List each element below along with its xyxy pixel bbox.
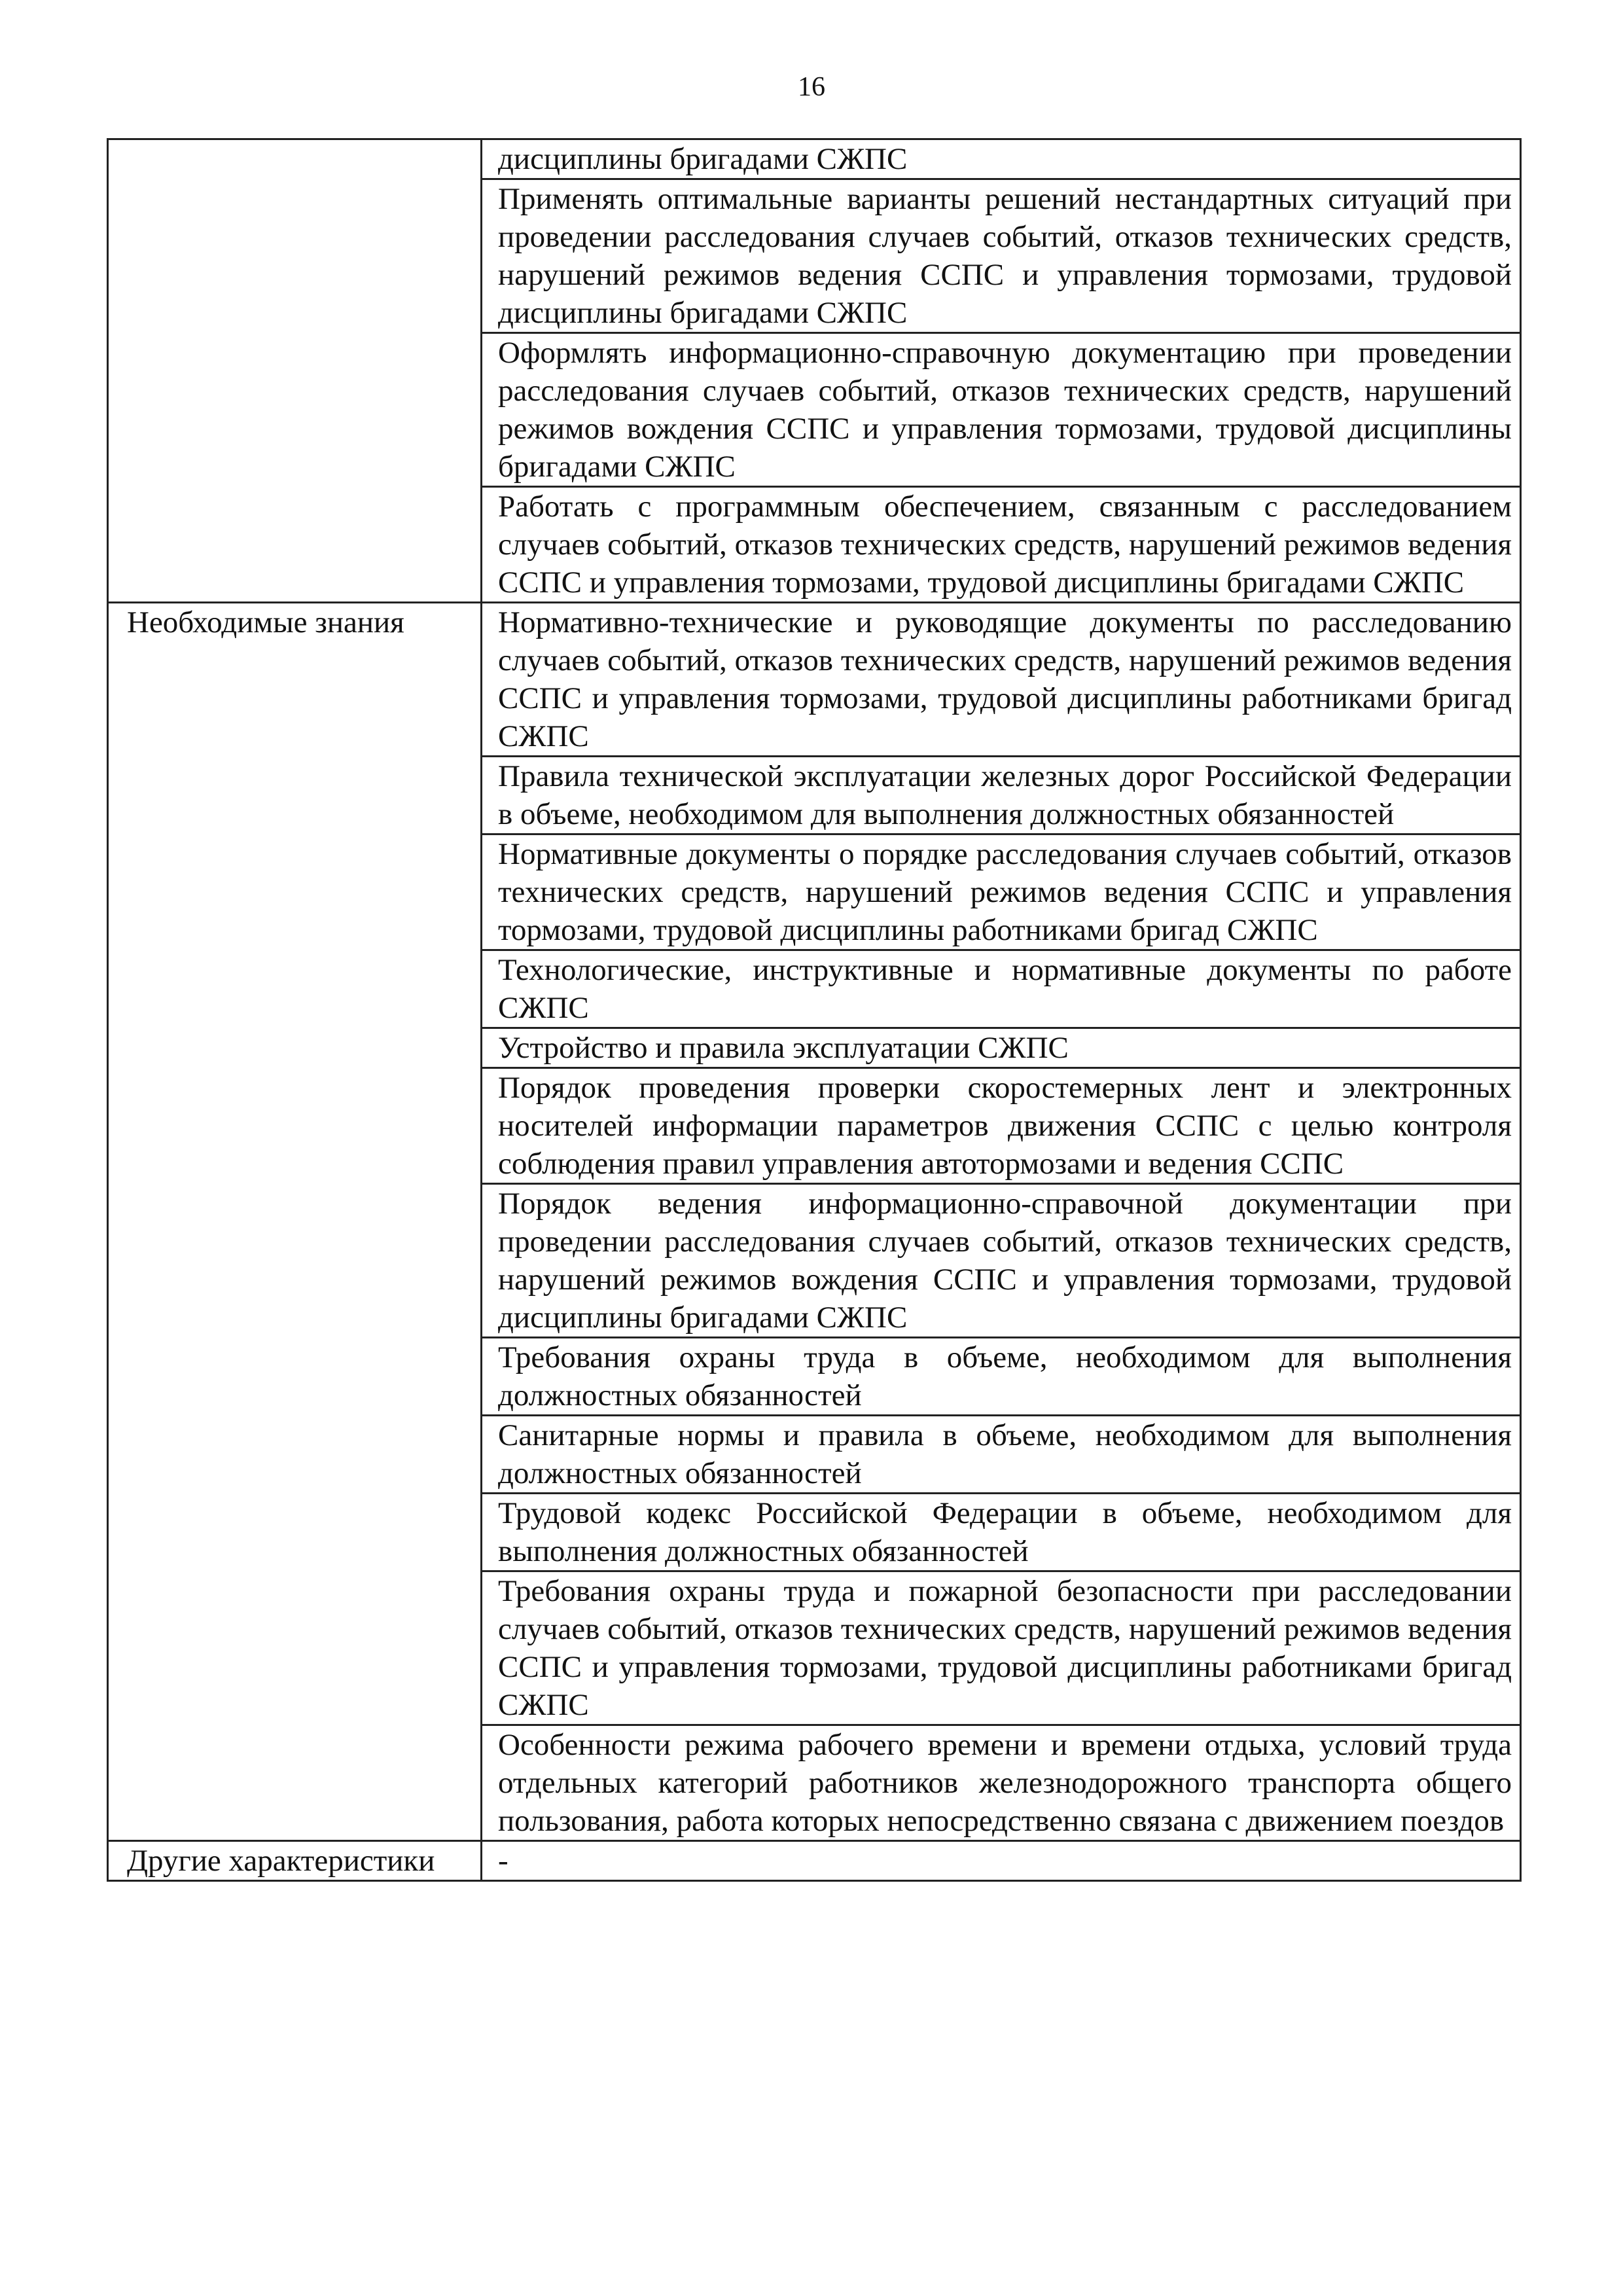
table-cell: Устройство и правила эксплуатации СЖПС (482, 1028, 1521, 1068)
table-cell: Порядок ведения информационно-справочной документации при проведении расследования случаев событий, отказов технических средств, нарушений режимов вождения ССПС и управления тормозами, трудовой дисциплины бригадами СЖПС (482, 1184, 1521, 1338)
row-label-skills-continued (108, 139, 482, 603)
table-cell: дисциплины бригадами СЖПС (482, 139, 1521, 179)
table-cell: Санитарные нормы и правила в объеме, необходимом для выполнения должностных обязанностей (482, 1416, 1521, 1494)
page-number: 16 (798, 72, 825, 102)
table-cell: Особенности режима рабочего времени и времени отдыха, условий труда отдельных категорий работников железнодорожного транспорта общего пользования, работа которых непосредственно связана с движением поездов (482, 1725, 1521, 1841)
requirements-table (107, 138, 1522, 1882)
table-cell: Оформлять информационно-справочную документацию при проведении расследования случаев событий, отказов технических средств, нарушений режимов вождения ССПС и управления тормозами, трудовой дисциплины бригадами СЖПС (482, 333, 1521, 487)
row-label-required-knowledge: Необходимые знания (108, 603, 482, 1841)
table-row (108, 1841, 1521, 1881)
table-cell: - (482, 1841, 1521, 1881)
table-cell: Нормативные документы о порядке расследования случаев событий, отказов технических средств, нарушений режимов ведения ССПС и управления тормозами, трудовой дисциплины работниками бригад СЖПС (482, 834, 1521, 950)
table-cell: Трудовой кодекс Российской Федерации в объеме, необходимом для выполнения должностных обязанностей (482, 1494, 1521, 1571)
table-row (108, 139, 1521, 179)
table-cell: Нормативно-технические и руководящие документы по расследованию случаев событий, отказов технических средств, нарушений режимов ведения ССПС и управления тормозами, трудовой дисциплины работниками бригад СЖПС (482, 603, 1521, 757)
table-cell: Требования охраны труда и пожарной безопасности при расследовании случаев событий, отказов технических средств, нарушений режимов ведения ССПС и управления тормозами, трудовой дисциплины работниками бригад СЖПС (482, 1571, 1521, 1725)
table-cell: Порядок проведения проверки скоростемерных лент и электронных носителей информации параметров движения ССПС с целью контроля соблюдения правил управления автотормозами и ведения ССПС (482, 1068, 1521, 1184)
table-cell: Работать с программным обеспечением, связанным с расследованием случаев событий, отказов технических средств, нарушений режимов ведения ССПС и управления тормозами, трудовой дисциплины бригадами СЖПС (482, 487, 1521, 603)
table-cell: Применять оптимальные варианты решений нестандартных ситуаций при проведении расследования случаев событий, отказов технических средств, нарушений режимов ведения ССПС и управления тормозами, трудовой дисциплины бригадами СЖПС (482, 179, 1521, 333)
table-row (108, 603, 1521, 757)
table-cell: Правила технической эксплуатации железных дорог Российской Федерации в объеме, необходимом для выполнения должностных обязанностей (482, 757, 1521, 834)
table-cell: Технологические, инструктивные и нормативные документы по работе СЖПС (482, 950, 1521, 1028)
table-body (108, 139, 1521, 1881)
table-cell: Требования охраны труда в объеме, необходимом для выполнения должностных обязанностей (482, 1338, 1521, 1416)
row-label-other-characteristics: Другие характеристики (108, 1841, 482, 1881)
